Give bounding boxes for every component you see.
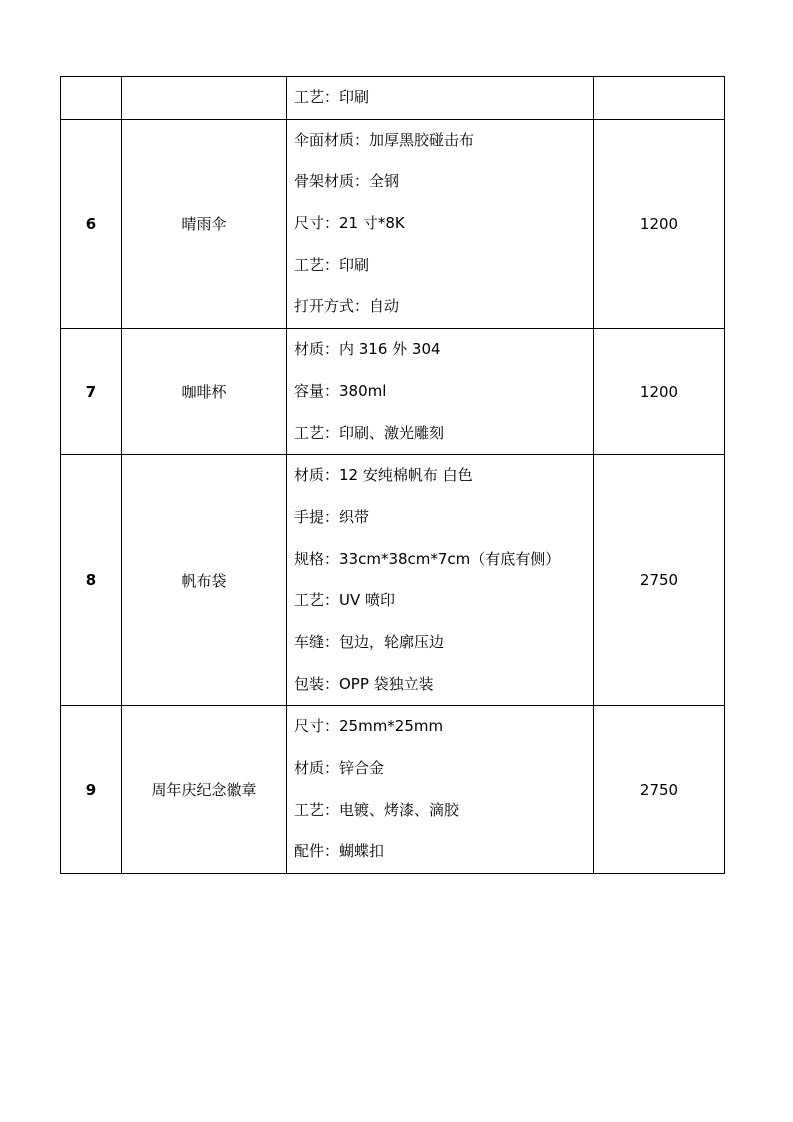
item-specs xyxy=(287,77,594,120)
item-number: 7 xyxy=(61,329,122,455)
item-number: 9 xyxy=(61,706,122,874)
item-name: 晴雨伞 xyxy=(122,119,287,328)
spec-line: 尺寸：21 寸*8K xyxy=(294,214,405,233)
spec-line: 容量：380ml xyxy=(294,381,387,400)
item-quantity: 2750 xyxy=(594,706,725,874)
item-name: 咖啡杯 xyxy=(122,329,287,455)
spec-line: 骨架材质：全钢 xyxy=(294,172,400,191)
table-row xyxy=(61,119,725,328)
spec-line: 材质：内 316 外 304 xyxy=(294,340,441,359)
spec-line: 尺寸：25mm*25mm xyxy=(294,717,444,736)
spec-line: 材质：12 安纯棉帆布 白色 xyxy=(294,466,473,485)
item-specs xyxy=(287,455,594,706)
spec-line: 车缝：包边，轮廓压边 xyxy=(294,632,445,651)
spec-line: 工艺：印刷、激光雕刻 xyxy=(294,423,445,442)
table-row xyxy=(61,77,725,120)
item-quantity: 1200 xyxy=(594,119,725,328)
item-specs xyxy=(287,119,594,328)
spec-line: 规格：33cm*38cm*7cm（有底有侧） xyxy=(294,549,561,568)
item-quantity xyxy=(594,77,725,120)
spec-line: 配件：蝴蝶扣 xyxy=(294,842,385,861)
table-row xyxy=(61,455,725,706)
item-number xyxy=(61,77,122,120)
spec-line: 伞面材质：加厚黑胶碰击布 xyxy=(294,130,475,149)
spec-line: 工艺：UV 喷印 xyxy=(294,591,396,610)
spec-line: 打开方式：自动 xyxy=(294,297,400,316)
item-number: 8 xyxy=(61,455,122,706)
spec-line: 工艺：印刷 xyxy=(294,255,370,274)
spec-line: 工艺：电镀、烤漆、滴胶 xyxy=(294,800,460,819)
spec-line: 包装：OPP 袋独立装 xyxy=(294,674,434,693)
item-name: 周年庆纪念徽章 xyxy=(122,706,287,874)
table-row xyxy=(61,706,725,874)
item-name: 帆布袋 xyxy=(122,455,287,706)
item-number: 6 xyxy=(61,119,122,328)
item-name xyxy=(122,77,287,120)
table-row xyxy=(61,329,725,455)
spec-line: 工艺：印刷 xyxy=(294,88,370,106)
item-quantity: 2750 xyxy=(594,455,725,706)
spec-line: 材质：锌合金 xyxy=(294,759,385,777)
item-quantity: 1200 xyxy=(594,329,725,455)
spec-line: 手提：织带 xyxy=(294,507,370,526)
item-specs xyxy=(287,329,594,455)
product-spec-table xyxy=(60,76,725,874)
item-specs xyxy=(287,706,594,874)
